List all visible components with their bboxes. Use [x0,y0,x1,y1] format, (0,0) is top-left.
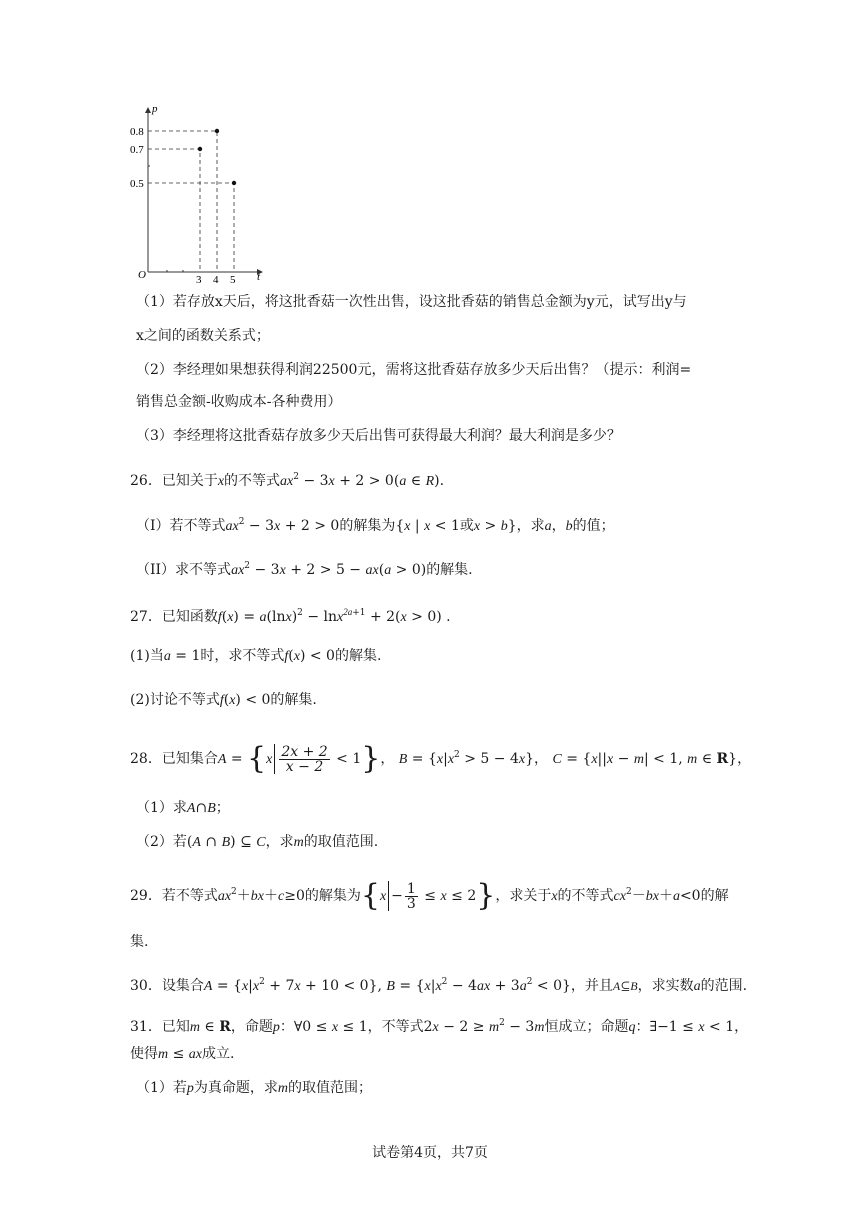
q28-stem: 28．已知集合A = {x $\frac{2x + 2}{x - 2}$ < 1}， $B = \{x|x^2 > 5 - 4x\}$， C = {x||x − m| < 1, m ∈ R}， [130,741,752,776]
q29-stem: 29．若不等式$ax^2+bx+c\ge 0$的解集为{x − $\frac{1}{3}$ ≤ x ≤ 2}，求关于x的不等式$cx^2-bx+a<0$的解 [130,878,729,913]
x-tick-4: 4 [213,274,219,285]
y-tick-0.8: 0.8 [130,126,144,138]
guide-3-0.7 [148,149,200,272]
q25-part2-line2: 销售总金额-收购成本-各种费用） [136,394,342,410]
q25-part3: （3）李经理将这批香菇存放多少天后出售可获得最大利润？最大利润是多少？ [136,428,621,444]
y-tick-0.5: 0.5 [130,178,144,190]
x-tick-3: 3 [196,274,202,285]
q26-stem: 26．已知关于x的不等式$ax^2 - 3x + 2 > 0(a$ ∈ R). [130,472,445,489]
q30-stem: 30．设集合$A = \{x|x^2 + 7x + 10 < 0\}$, $B = \{x|x^2 - 4ax + 3a^2 < 0\}$，并且A⊆B，求实数a的范围. [130,977,748,994]
q31-part1: （1）若p为真命题，求m的取值范围； [136,1080,373,1096]
point-3-0.7 [198,147,202,151]
q27-stem: 27．已知函数$f(x) = a(\ln x)^2 - \ln x^{2a+1} + 2(x > 0)$ . [130,607,451,625]
q27-part1: (1)当a = 1时，求不等式f(x) < 0的解集. [130,648,382,664]
guide-5-0.5 [148,183,234,272]
q26-part2: （II）求不等式$ax^2 - 3x + 2 > 5 - ax(a > 0)$的解集. [136,561,473,578]
axis-label-t: t [257,271,261,283]
q27-part2: (2)讨论不等式f(x) < 0的解集. [130,692,317,708]
q25-part2-line1: （2）李经理如果想获得利润22500元，需将这批香菇存放多少天后出售？（提示：利润= [136,362,692,378]
origin-label: O [138,269,146,281]
point-5-0.5 [232,181,236,185]
q31-stem: 31．已知m ∈ R，命题p：∀0 ≤ x ≤ 1，不等式$2x - 2 \ge m^2 - 3m$恒成立；命题q：∃−1 ≤ x < 1， [130,1018,749,1035]
price-graph [130,100,270,285]
page-footer: 试卷第4页，共7页 [372,1145,488,1161]
y-tick-0.7: 0.7 [130,144,144,156]
q26-part1: （I）若不等式$ax^2 - 3x + 2 > 0$的解集为{x | x < 1或x > b}，求a，b的值； [136,517,615,534]
x-tick-5: 5 [230,274,236,285]
q25-part1-line1: （1）若存放x天后，将这批香菇一次性出售，设这批香菇的销售总金额为y元，试写出y与 [136,294,687,310]
guide-4-0.8 [148,131,217,272]
axis-label-p: p [152,103,158,115]
q31-line2: 使得m ≤ ax成立. [130,1046,235,1062]
q28-part1: （1）求A∩B； [136,800,230,816]
q29-tail: 集. [130,934,149,950]
q28-part2: （2）若(A ∩ B) ⊆ C，求m的取值范围. [136,834,379,850]
point-4-0.8 [215,129,219,133]
q25-part1-line2: x之间的函数关系式； [136,328,270,344]
